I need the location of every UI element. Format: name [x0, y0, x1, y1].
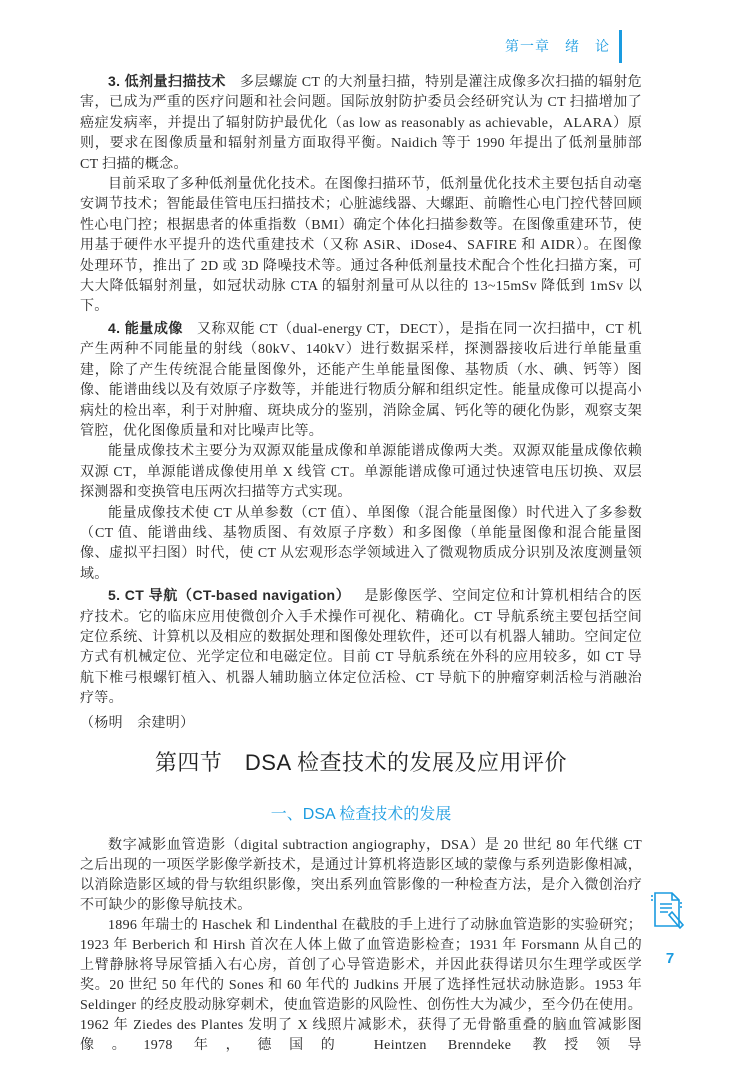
paragraph: 数字减影血管造影（digital subtraction angiography，DSA）是 20 世纪 80 年代继 CT 之后出现的一项医学影像学新技术，是通过计算机将造影区域的蒙像与系列造影像相减，以消除造影区域的骨与软组织影像，突出系列血管影像的一种检查方法，是介入微创治疗不可缺少的影像导航技术。 [80, 838, 642, 913]
body-text-dsa [80, 836, 642, 1056]
paragraph [80, 504, 642, 586]
paragraph-text: 是影像医学、空间定位和计算机相结合的医疗技术。它的临床应用使微创介入手术操作可视化、精确化。CT 导航系统主要包括空间定位系统、计算机以及相应的数据处理和图像处理软件，还可以有机器人辅助。空间定位方式有机械定位、光学定位和电磁定位。目前 CT 导航系统在外科的应用较多，如 CT 导航下椎弓根螺钉植入、机器人辅助脑立体定位活检、CT 导航下的肿瘤穿刺活检与消融治疗等。 [80, 589, 643, 707]
paragraph-text: 又称双能 CT（dual-energy CT，DECT），是指在同一次扫描中，CT 机产生两种不同能量的射线（80kV、140kV）进行数据采样，探测器接收后进行单能量重建，除了产生传统混合能量图像外，还能产生单能量图像、基物质（水、碘、钙等）图像、能谱曲线以及有效原子序数等，并能进行物质分解和组织定性。能量成像可以提高小病灶的检出率，利于对肿瘤、斑块成分的鉴别，消除金属、钙化等的硬化伪影，观察支架管腔，优化图像质量和对比噪声比等。 [80, 321, 642, 439]
paragraph [80, 175, 642, 318]
paragraph-text: 能量成像技术使 CT 从单参数（CT 值）、单图像（混合能量图像）时代进入了多参数（CT 值、能谱曲线、基物质图、有效原子序数）和多图像（单能量图像和混合能量图像、虚拟平扫图）时代，使 CT 从宏观形态学领域进入了微观物质成分识别及浓度测量领域。 [80, 505, 642, 582]
page-body [80, 0, 642, 1086]
paragraph [80, 585, 642, 709]
paragraph: 1896 年瑞士的 Haschek 和 Lindenthal 在截肢的手上进行了动脉血管造影的实验研究；1923 年 Berberich 和 Hirsh 首次在人体上做了血管造影检查；1931 年 Forsmann 从自己的上臂静脉将导尿管插入右心房，首创了心导管造影术，并因此获得诺贝尔生理学或医学奖。20 世纪 50 年代的 Sones 和 60 年代的 Judkins 开展了选择性冠状动脉造影。1953 年 Seldinger 的经皮股动脉穿刺术，使血管造影的风险性、创伤性大为减少，至今仍在使用。1962 年 Ziedes des Plantes 发明了 X 线照片减影术，获得了无骨骼重叠的脑血管减影图像。1978 年，德国的 Heintzen Brenndeke 教授领导 [80, 918, 642, 1053]
paragraph-lead: 3. 低剂量扫描技术 [108, 73, 226, 89]
section-title: 第四节 DSA 检查技术的发展及应用评价 [154, 750, 568, 775]
subsection-title: 一、DSA 检查技术的发展 [270, 806, 452, 823]
paragraph-text: 多层螺旋 CT 的大剂量扫描，特别是灌注成像多次扫描的辐射危害，已成为严重的医疗问题和社会问题。国际放射防护委员会经研究认为 CT 扫描增加了癌症发病率，并提出了辐射防护最优化（as low as reasonably as achievable，ALARA）原则，要求在图像质量和辐射剂量方面取得平衡。Naidich 等于 1990 年提出了低剂量肺部 CT 扫描的概念。 [80, 75, 642, 172]
running-header-chapter: 第一章 绪 论 [505, 38, 610, 54]
paragraph [80, 318, 642, 442]
paragraph-text: 能量成像技术主要分为双源双能量成像和单源能谱成像两大类。双源双能量成像依赖双源 CT，单源能谱成像使用单 X 线管 CT。单源能谱成像可通过快速管电压切换、双层探测器和变换管电压两次扫描等方式实现。 [80, 444, 642, 501]
paragraph [80, 71, 642, 175]
author-attribution: （杨明 余建明） [80, 715, 195, 731]
paragraph-lead: 5. CT 导航（CT-based navigation） [108, 587, 351, 604]
paragraph-text: 目前采取了多种低剂量优化技术。在图像扫描环节，低剂量优化技术主要包括自动毫安调节技术；智能最佳管电压扫描技术；心脏滤线器、大螺距、前瞻性心电门控代替回顾性心电门控；根据患者的体重指数（BMI）确定个体化扫描参数等。在图像重建环节，使用基于硬件水平提升的迭代重建技术（又称 ASiR、iDose4、SAFIRE 和 AIDR）。在图像处理环节，推出了 2D 或 3D 降噪技术等。通过各种低剂量技术配合个性化扫描方案，可大大降低辐射剂量，如冠状动脉 CTA 的辐射剂量可从以往的 13~15mSv 降低到 1mSv 以下。 [80, 177, 642, 315]
note-pencil-icon [650, 890, 688, 935]
page-number: 7 [665, 950, 675, 967]
paragraph [80, 442, 642, 503]
paragraph-lead: 4. 能量成像 [108, 319, 183, 336]
body-text-top [80, 71, 642, 734]
